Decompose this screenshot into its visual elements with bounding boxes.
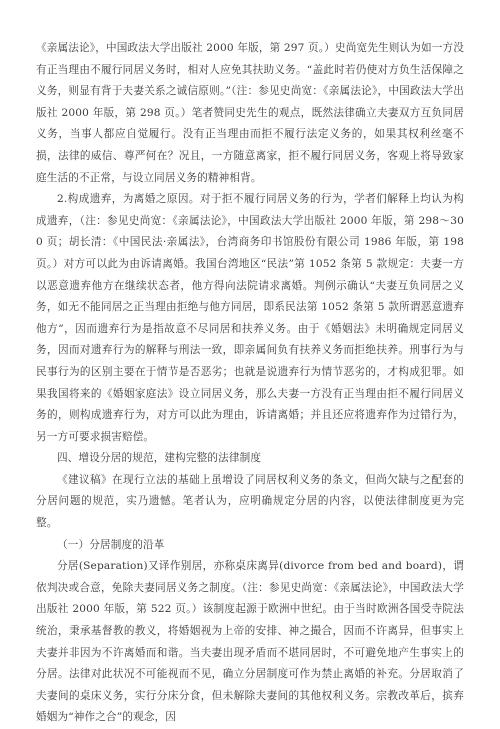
paragraph-desertion-divorce-ground: 2.构成遗弃，为离婚之原因。对于拒不履行同居义务的行为，学者们解释上均认为构成遗弃，（注：参见史尚宽：《亲属法论》，中国政法大学出版社 2000 年版，第 298～300 页；胡长清：《中国民法·亲属法》，台湾商务印书馆股份有限公司 1986 年版，第 198 页。）对方可以此为由诉请离婚。我国台湾地区“民法”第 1052 条第 5 款规定：夫妻一方以恶意遗弃他方在继续状态者，他方得向法院请求离婚。判例示确认“夫妻互负同居之义务，如无不能同居之正当理由拒绝与他方同居，即系民法第 1052 条第 5 款所谓恶意遗弃他方”，因而遗弃行为是指故意不尽同居和扶养义务。由于《婚姻法》未明确规定同居义务，因而对遗弃行为的解释与刑法一致，即亲属间负有扶养义务而拒绝扶养。刑事行为与民事行为的区别主要在于情节是否恶劣；也就是说遗弃行为情节恶劣的，才构成犯罪。如果我国将来的《婚姻家庭法》设立同居义务，那么夫妻一方没有正当理由拒不履行同居义务的，则构成遗弃行为，对方可以此为理由，诉请离婚；并且还应将遗弃作为过错行为，另一方可要求损害赔偿。: [36, 193, 464, 443]
paragraph-spousal-support: 《亲属法论》，中国政法大学出版社 2000 年版，第 297 页。）史尚宽先生则认为如一方没有正当理由不履行同居义务时，相对人应免其扶助义务。“盖此时若仍使对方负生活保障之义务，则显有背于夫妻关系之诚信原则。”（注：参见史尚宽：《亲属法论》，中国政法大学出版社 2000 年版，第 298 页。）笔者赞同史先生的观点，既然法律确立夫妻双方互负同居义务，当事人都应自觉履行。没有正当理由而拒不履行法定义务的，如果其权利丝毫不损，法律的威信、尊严何在？况且，一方随意离家，拒不履行同居义务，客观上将导致家庭生活的不正常，与设立同居义务的精神相背。: [36, 42, 464, 184]
paragraph-draft-proposal: 《建议稿》在现行立法的基础上虽增设了同居权利义务的条文，但尚欠缺与之配套的分居问题的规范，实乃遗憾。笔者认为，应明确规定分居的内容，以使法律制度更为完整。: [36, 473, 464, 530]
section-heading-separation-norms: 四、增设分居的规范，建构完整的法律制度: [57, 452, 262, 465]
paragraph-separation-origin: 分居(Separation)又译作别居，亦称桌床离异(divorce from bed and board)，谓依判决或合意，免除夫妻同居义务之制度。（注：参见史尚宽：《亲属法论》，中国政法大学出版社 2000 年版，第 522 页。）该制度起源于欧洲中世纪。由于当时欧洲各国受寺院法统治，秉承基督教的教义，将婚姻视为上帝的安排、神之撮合，因而不许离异，但事实上夫妻并非因为不许离婚而和谐。当夫妻出现矛盾而不堪同居时，不可避免地产生事实上的分居。法律对此状况不可能视而不见，确立分居制度可作为禁止离婚的补充。分居取消了夫妻间的桌床义务，实行分床分食，但未解除夫妻间的其他权利义务。宗教改革后，摈弃婚姻为“神作之合”的观念，因: [36, 560, 464, 724]
subsection-heading-separation-history: （一）分居制度的沿革: [57, 538, 165, 551]
